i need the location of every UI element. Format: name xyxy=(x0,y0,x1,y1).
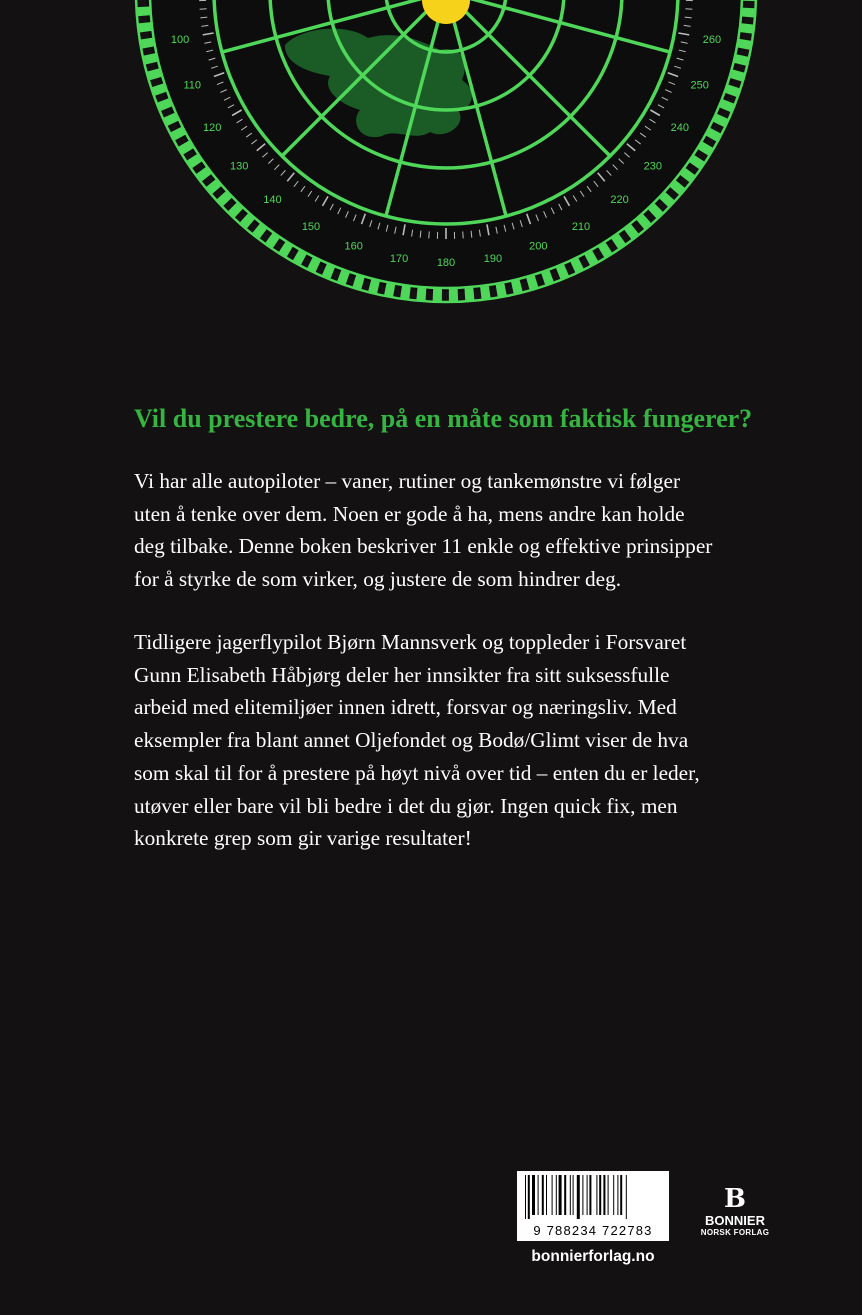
radar-degree-label: 120 xyxy=(202,122,222,134)
bonnier-logo-icon: B xyxy=(724,1184,746,1214)
barcode-bar xyxy=(552,1175,553,1215)
text-line: Vi har alle autopiloter – vaner, rutiner og tankemønstre vi følger xyxy=(134,469,681,493)
barcode-bar xyxy=(570,1175,571,1215)
barcode-bar xyxy=(603,1175,605,1215)
radar-degree-label: 210 xyxy=(571,220,591,233)
text-line: utøver eller bare vil bli bedre i det du gjør. Ingen quick fix, men xyxy=(134,793,678,818)
publisher-logo xyxy=(697,1186,773,1237)
radar-degree-label: 260 xyxy=(702,33,722,46)
barcode-bar xyxy=(608,1175,609,1215)
radar-degree-label: 230 xyxy=(643,160,663,173)
barcode-bar xyxy=(556,1175,557,1215)
barcode-bar xyxy=(546,1175,547,1215)
radar-degree-label: 220 xyxy=(610,193,629,206)
tagline: Vil du prestere bedre, på en måte som faktisk fungerer? xyxy=(134,404,753,433)
radar-degree-label: 140 xyxy=(263,193,282,206)
publisher-subname: NORSK FORLAG xyxy=(700,1228,770,1237)
text-line: eksempler fra blant annet Oljefondet og Bodø/Glimt viser de hva xyxy=(134,728,689,753)
barcode-bar xyxy=(613,1175,614,1215)
text-line: som skal til for å prestere på høyt nivå over tid – enten du er leder, xyxy=(134,760,700,785)
isbn-number: 9 788234 722783 xyxy=(533,1223,653,1238)
radar-degree-label: 110 xyxy=(183,79,202,92)
radar-degree-label: 130 xyxy=(229,160,249,173)
radar-degree-label: 240 xyxy=(670,122,690,134)
barcode-bar xyxy=(577,1175,580,1219)
barcode-bar xyxy=(573,1175,574,1215)
barcode-bar xyxy=(589,1175,591,1215)
barcode-bar xyxy=(620,1175,622,1215)
barcode-bar xyxy=(538,1175,539,1215)
barcode-bar xyxy=(617,1175,618,1215)
description-paragraph-1 xyxy=(134,465,774,596)
text-line: deg tilbake. Denne boken beskriver 11 enkle og effektive prinsipper xyxy=(134,534,713,559)
description-paragraph-2 xyxy=(134,626,774,855)
radar-degree-label: 180 xyxy=(436,257,456,269)
barcode-bar xyxy=(542,1175,544,1215)
barcode-bar xyxy=(599,1175,601,1215)
radar-degree-label: 190 xyxy=(483,252,503,265)
text-line: konkrete grep som gir varige resultater! xyxy=(134,826,472,851)
text-line: uten å tenke over dem. Noen er gode å ha, mens andre kan holde xyxy=(134,501,685,526)
radar-degree-label: 250 xyxy=(690,79,709,92)
radar-degree-label: 200 xyxy=(529,240,548,253)
barcode-bar xyxy=(587,1175,588,1215)
barcode-bar xyxy=(559,1175,562,1215)
publisher-name: BONNIER xyxy=(705,1213,765,1228)
barcode-bar xyxy=(525,1175,526,1219)
barcode-bar xyxy=(532,1175,535,1215)
text-line: for å styrke de som virker, og justere de som hindrer deg. xyxy=(134,567,622,592)
radar-degree-label: 150 xyxy=(301,220,321,233)
text-line: arbeid med elitemiljøer innen idrett, forsvar og næringsliv. Med xyxy=(134,695,677,720)
barcode-bar xyxy=(582,1175,583,1215)
text-line: Gunn Elisabeth Håbjørg deler her innsikter fra sitt suksessfulle xyxy=(134,662,670,687)
barcode-bars xyxy=(525,1175,661,1219)
barcode-bar xyxy=(528,1175,530,1219)
radar-degree-label: 160 xyxy=(344,240,363,253)
isbn-barcode xyxy=(517,1171,669,1241)
radar-degree-label: 170 xyxy=(389,252,409,265)
text-line: Tidligere jagerflypilot Bjørn Mannsverk og toppleder i Forsvaret xyxy=(134,630,687,654)
radar-illustration xyxy=(0,0,862,320)
barcode-bar xyxy=(564,1175,566,1215)
barcode-bar xyxy=(596,1175,597,1215)
publisher-website: bonnierforlag.no xyxy=(531,1248,655,1265)
radar-degree-label: 100 xyxy=(170,33,190,46)
radar-disk xyxy=(146,0,746,292)
barcode-bar xyxy=(626,1175,627,1219)
